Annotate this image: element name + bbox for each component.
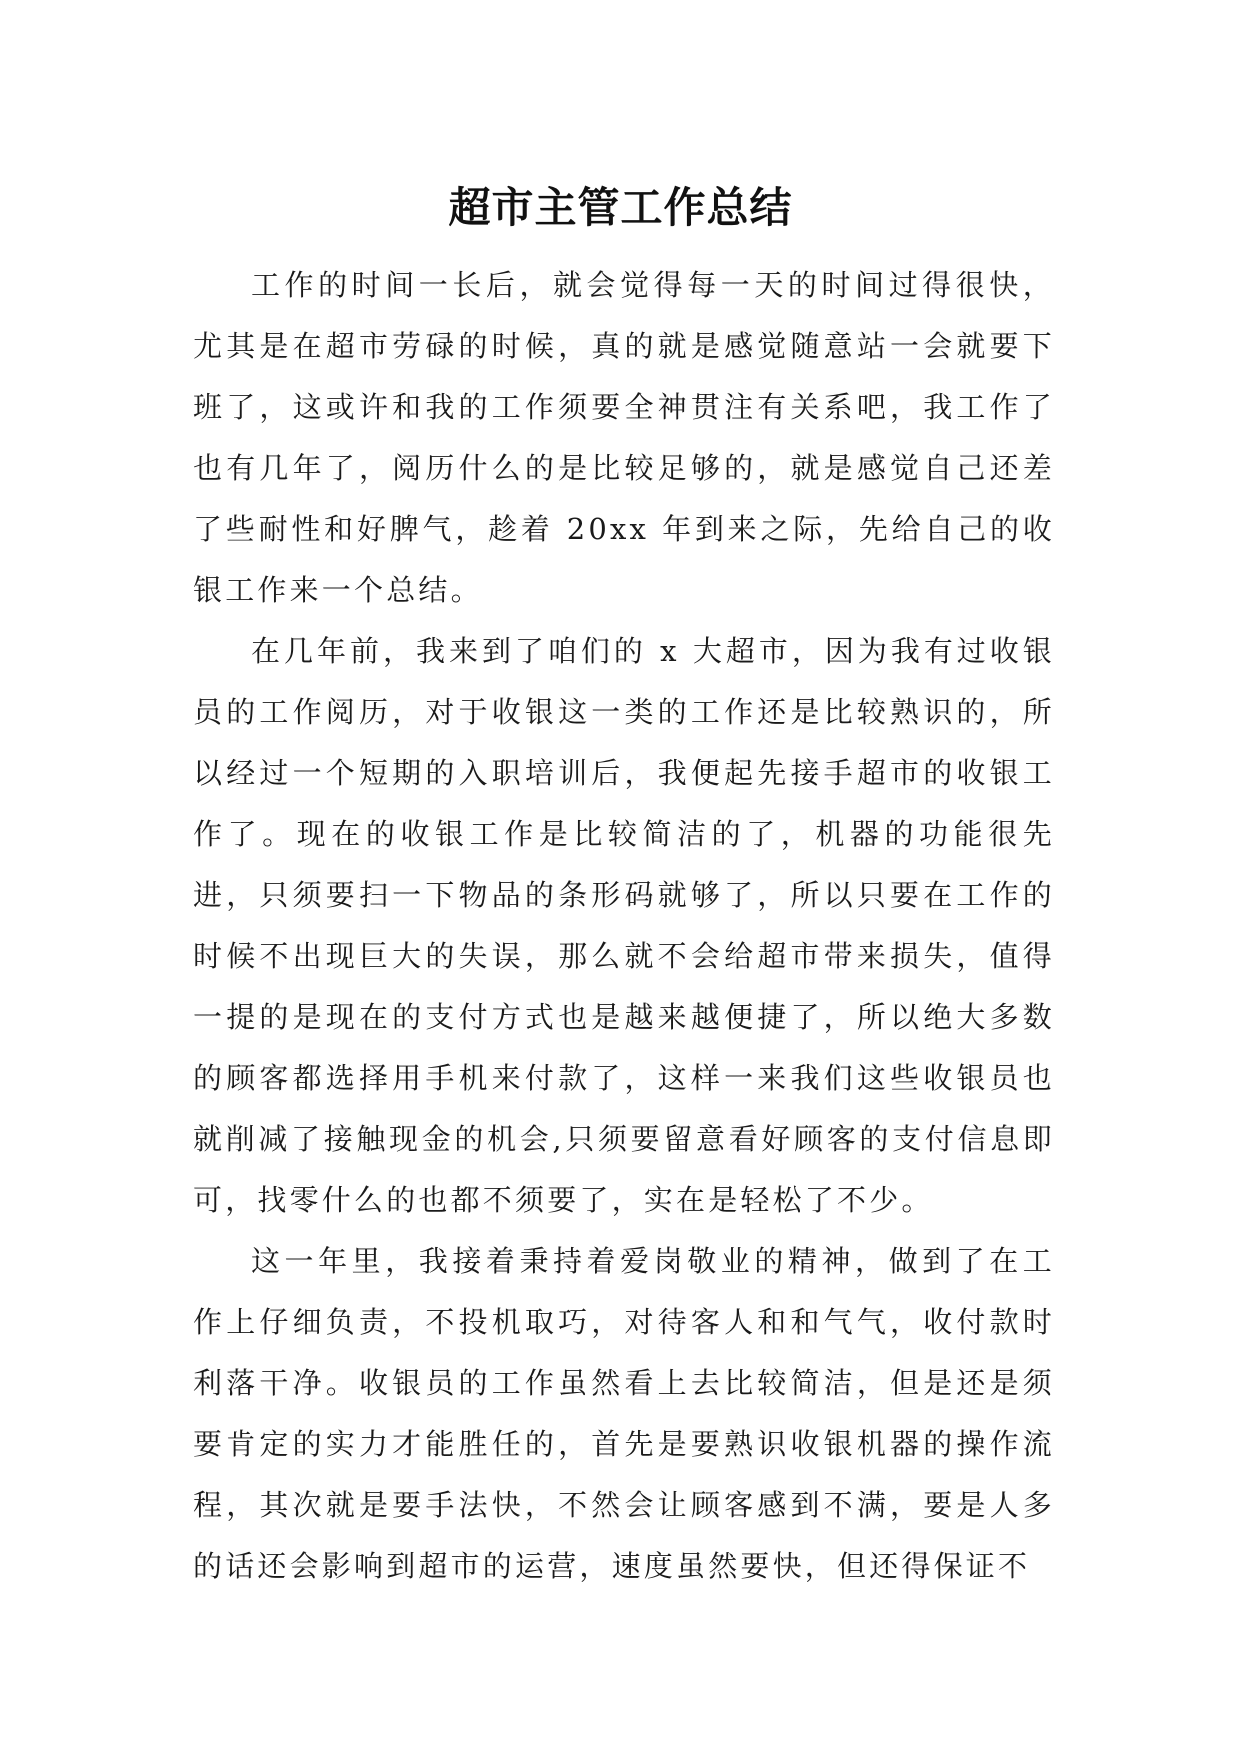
paragraph-2: 在几年前，我来到了咱们的 x 大超市，因为我有过收银员的工作阅历，对于收银这一类的工作还是比较熟识的，所以经过一个短期的入职培训后，我便起先接手超市的收银工作了。现在的收银工作是比较简洁的了，机器的功能很先进，只须要扫一下物品的条形码就够了，所以只要在工作的时候不出现巨大的失误，那么就不会给超市带来损失，值得一提的是现在的支付方式也是越来越便捷了，所以绝大多数的顾客都选择用手机来付款了，这样一来我们这些收银员也就削减了接触现金的机会,只须要留意看好顾客的支付信息即可，找零什么的也都不须要了，实在是轻松了不少。	[193, 634, 1055, 1217]
paragraph-1: 工作的时间一长后，就会觉得每一天的时间过得很快，尤其是在超市劳碌的时候，真的就是感觉随意站一会就要下班了，这或许和我的工作须要全神贯注有关系吧，我工作了也有几年了，阅历什么的是比较足够的，就是感觉自己还差了些耐性和好脾气，趁着 20xx 年到来之际，先给自己的收银工作来一个总结。	[193, 268, 1055, 607]
document-body	[193, 255, 1055, 1597]
paragraph-3: 这一年里，我接着秉持着爱岗敬业的精神，做到了在工作上仔细负责，不投机取巧，对待客人和和气气，收付款时利落干净。收银员的工作虽然看上去比较简洁，但是还是须要肯定的实力才能胜任的，首先是要熟识收银机器的操作流程，其次就是要手法快，不然会让顾客感到不满，要是人多的话还会影响到超市的运营，速度虽然要快，但还得保证不	[193, 1244, 1055, 1583]
document-title: 超市主管工作总结	[448, 183, 793, 233]
